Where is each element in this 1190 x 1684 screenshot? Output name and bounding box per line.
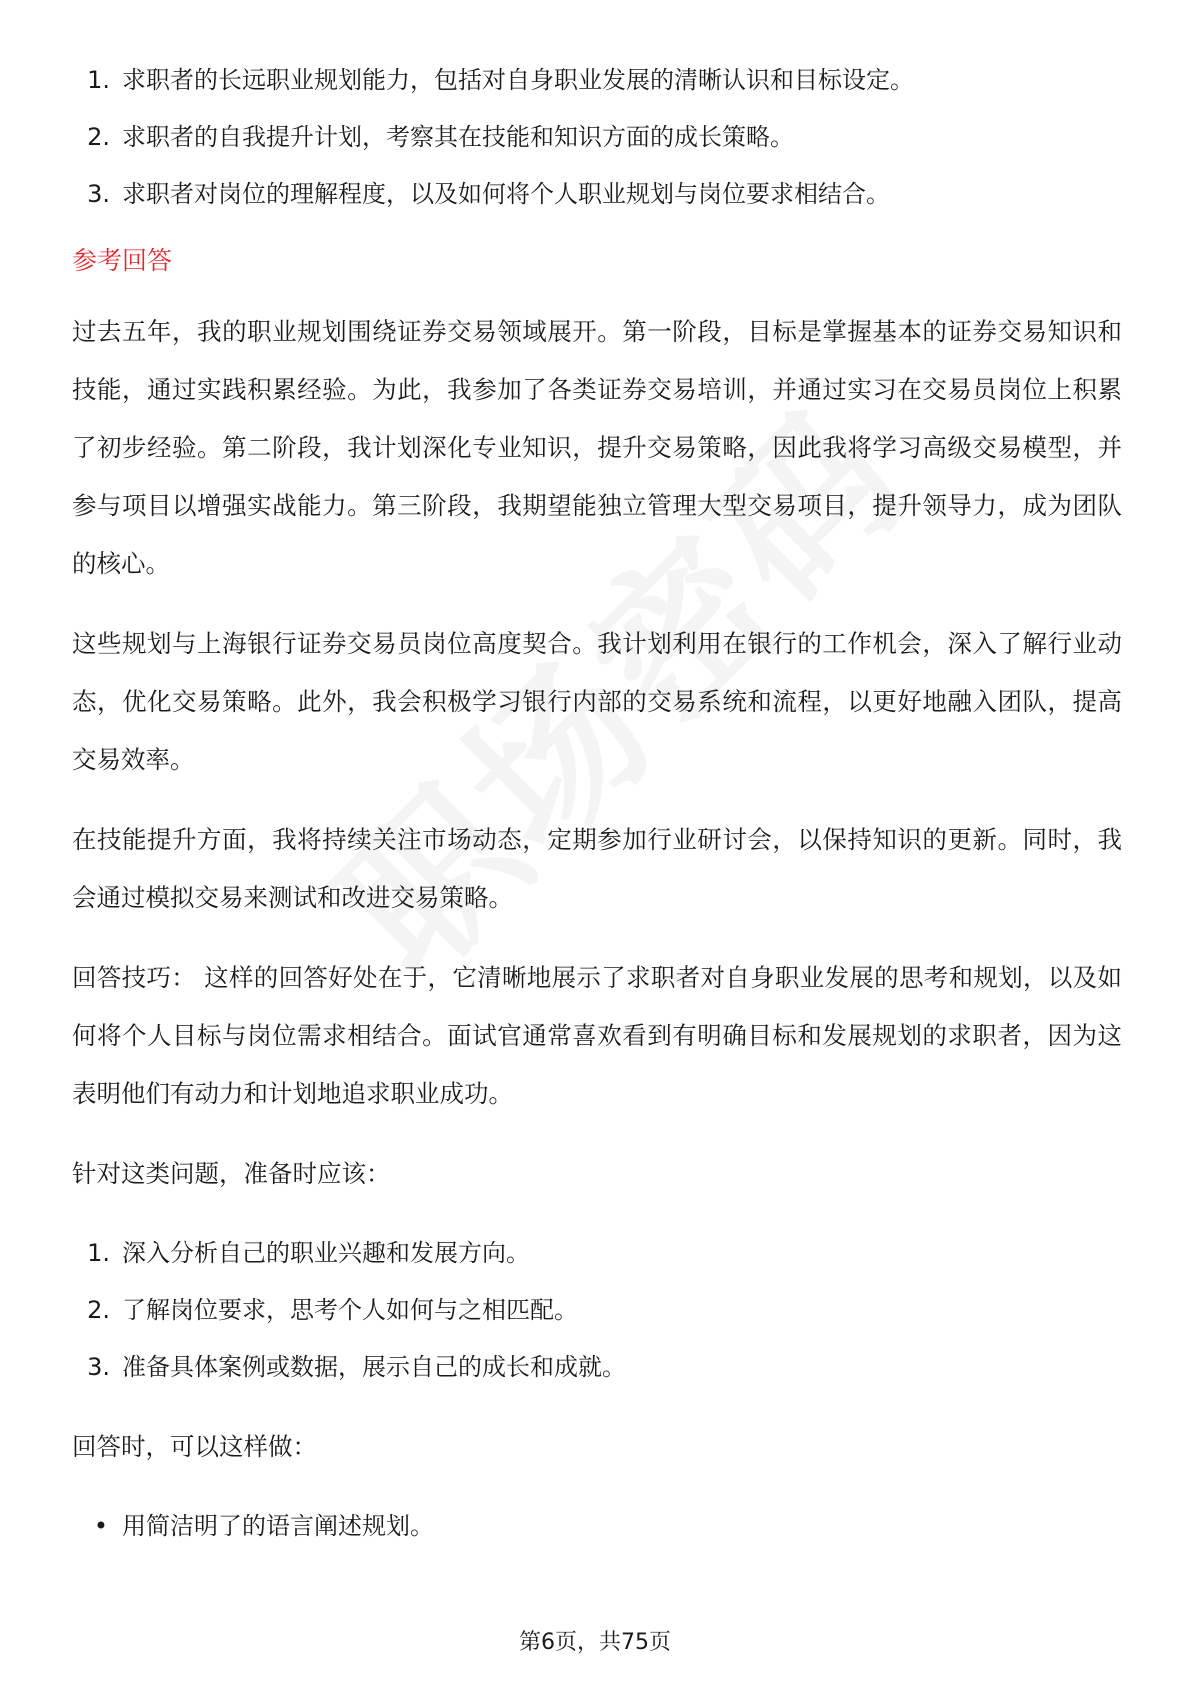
list-item [72,1339,1122,1396]
list-text: 用简洁明了的语言阐述规划。 [122,1512,434,1540]
list-item [72,166,1122,223]
prep-intro: 针对这类问题，准备时应该： [72,1159,391,1188]
answer-intro: 回答时，可以这样做： [72,1432,317,1461]
list-number: 1. [87,66,110,94]
list-text: 准备具体案例或数据，展示自己的成长和成就。 [122,1353,626,1381]
list-text: 求职者的自我提升计划，考察其在技能和知识方面的成长策略。 [122,123,794,151]
list-text: 求职者对岗位的理解程度，以及如何将个人职业规划与岗位要求相结合。 [122,180,890,208]
list-item [72,1282,1122,1339]
answer-paragraph-3: 在技能提升方面，我将持续关注市场动态，定期参加行业研讨会，以保持知识的更新。同时，我会通过模拟交易来测试和改进交易策略。 [72,825,1122,912]
page-footer: 第6页，共75页 [519,1630,671,1655]
answer-list [72,1498,1122,1555]
focus-points-list [72,52,1122,223]
list-text: 求职者的长远职业规划能力，包括对自身职业发展的清晰认识和目标设定。 [122,66,914,94]
answer-paragraph-2: 这些规划与上海银行证券交易员岗位高度契合。我计划利用在银行的工作机会，深入了解行业动态，优化交易策略。此外，我会积极学习银行内部的交易系统和流程，以更好地融入团队，提高交易效率。 [72,629,1122,774]
list-item [72,109,1122,166]
list-item [72,1225,1122,1282]
list-text: 了解岗位要求，思考个人如何与之相匹配。 [122,1296,578,1324]
bullet-icon: • [93,1512,108,1540]
list-number: 3. [87,180,110,208]
list-number: 1. [87,1239,110,1267]
list-text: 深入分析自己的职业兴趣和发展方向。 [122,1239,530,1267]
answer-paragraph-1: 过去五年，我的职业规划围绕证券交易领域展开。第一阶段，目标是掌握基本的证券交易知识和技能，通过实践积累经验。为此，我参加了各类证券交易培训，并通过实习在交易员岗位上积累了初步经验。第二阶段，我计划深化专业知识，提升交易策略，因此我将学习高级交易模型，并参与项目以增强实战能力。第三阶段，我期望能独立管理大型交易项目，提升领导力，成为团队的核心。 [72,317,1122,578]
document-page [72,52,1122,1555]
list-item [72,52,1122,109]
list-item [72,1498,1122,1555]
list-number: 2. [87,123,110,151]
prep-list [72,1225,1122,1396]
list-number: 3. [87,1353,110,1381]
tips-paragraph: 回答技巧： 这样的回答好处在于，它清晰地展示了求职者对自身职业发展的思考和规划，以及如何将个人目标与岗位需求相结合。面试官通常喜欢看到有明确目标和发展规划的求职者，因为这表明他们有动力和计划地追求职业成功。 [72,963,1122,1108]
section-heading: 参考回答 [72,246,173,275]
list-number: 2. [87,1296,110,1324]
